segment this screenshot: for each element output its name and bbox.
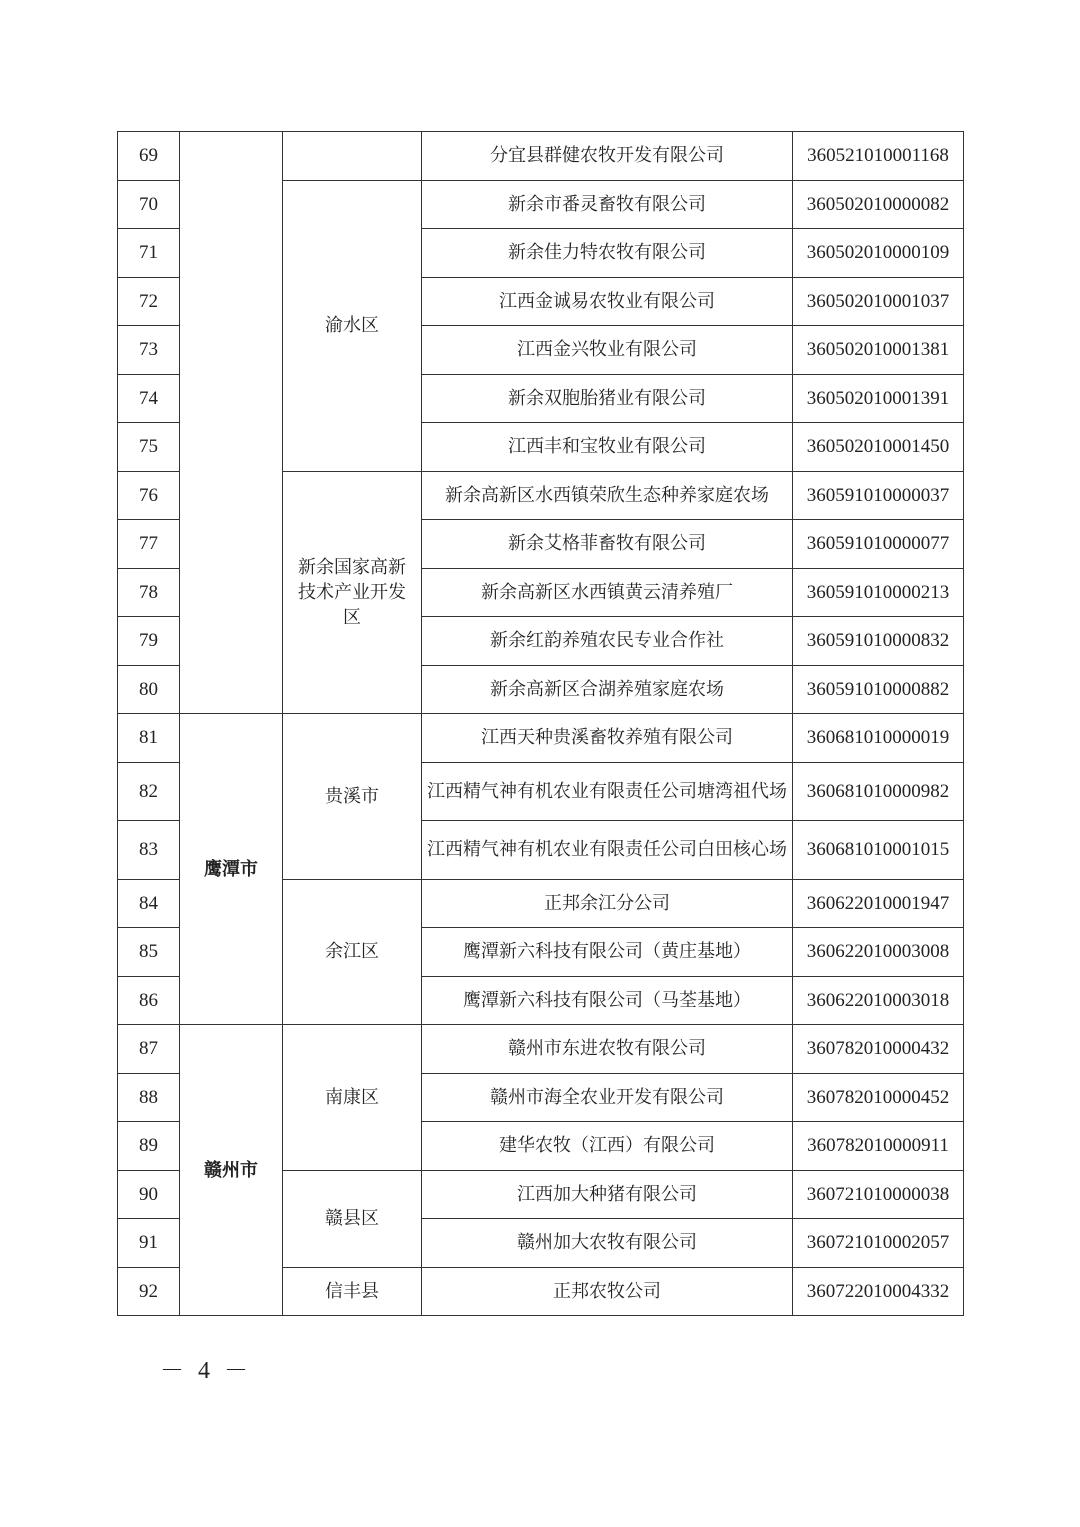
registration-code: 360721010000038	[793, 1170, 964, 1219]
registration-code: 360721010002057	[793, 1219, 964, 1268]
registration-code: 360591010000077	[793, 520, 964, 569]
company-name: 建华农牧（江西）有限公司	[422, 1122, 793, 1171]
registration-code: 360782010000911	[793, 1122, 964, 1171]
row-number: 78	[118, 568, 180, 617]
district-cell: 贵溪市	[283, 714, 422, 880]
table-row	[118, 1025, 964, 1074]
company-name: 鹰潭新六科技有限公司（马荃基地）	[422, 976, 793, 1025]
company-name: 正邦农牧公司	[422, 1267, 793, 1316]
company-name: 江西加大种猪有限公司	[422, 1170, 793, 1219]
registration-code: 360502010001037	[793, 277, 964, 326]
registration-code: 360591010000832	[793, 617, 964, 666]
company-name: 新余高新区合湖养殖家庭农场	[422, 665, 793, 714]
company-name: 江西金诚易农牧业有限公司	[422, 277, 793, 326]
city-cell: 赣州市	[180, 1025, 283, 1316]
registry-table	[117, 131, 964, 1316]
district-cell-blank	[283, 132, 422, 181]
row-number: 69	[118, 132, 180, 181]
company-name: 新余高新区水西镇荣欣生态种养家庭农场	[422, 471, 793, 520]
row-number: 80	[118, 665, 180, 714]
row-number: 76	[118, 471, 180, 520]
district-cell: 赣县区	[283, 1170, 422, 1267]
company-name: 江西金兴牧业有限公司	[422, 326, 793, 375]
company-name: 新余高新区水西镇黄云清养殖厂	[422, 568, 793, 617]
registration-code: 360502010001391	[793, 374, 964, 423]
row-number: 90	[118, 1170, 180, 1219]
row-number: 91	[118, 1219, 180, 1268]
row-number: 79	[118, 617, 180, 666]
row-number: 81	[118, 714, 180, 763]
registration-code: 360622010001947	[793, 879, 964, 928]
company-name: 新余艾格菲畜牧有限公司	[422, 520, 793, 569]
row-number: 74	[118, 374, 180, 423]
company-name: 新余市番灵畜牧有限公司	[422, 180, 793, 229]
company-name: 赣州市海全农业开发有限公司	[422, 1073, 793, 1122]
district-cell: 信丰县	[283, 1267, 422, 1316]
city-cell-blank	[180, 132, 283, 714]
district-cell: 南康区	[283, 1025, 422, 1171]
table-row	[118, 714, 964, 763]
company-name: 正邦余江分公司	[422, 879, 793, 928]
company-name: 江西丰和宝牧业有限公司	[422, 423, 793, 472]
row-number: 72	[118, 277, 180, 326]
registration-code: 360681010000982	[793, 762, 964, 821]
registration-code: 360591010000037	[793, 471, 964, 520]
registration-code: 360502010000082	[793, 180, 964, 229]
company-name: 新余双胞胎猪业有限公司	[422, 374, 793, 423]
district-cell: 新余国家高新技术产业开发区	[283, 471, 422, 714]
row-number: 88	[118, 1073, 180, 1122]
row-number: 83	[118, 821, 180, 880]
company-name: 江西精气神有机农业有限责任公司白田核心场	[422, 821, 793, 880]
company-name: 赣州加大农牧有限公司	[422, 1219, 793, 1268]
registration-code: 360591010000213	[793, 568, 964, 617]
row-number: 75	[118, 423, 180, 472]
registration-code: 360521010001168	[793, 132, 964, 181]
city-cell: 鹰潭市	[180, 714, 283, 1025]
registration-code: 360622010003018	[793, 976, 964, 1025]
row-number: 87	[118, 1025, 180, 1074]
row-number: 71	[118, 229, 180, 278]
row-number: 92	[118, 1267, 180, 1316]
district-cell: 余江区	[283, 879, 422, 1025]
row-number: 84	[118, 879, 180, 928]
row-number: 85	[118, 928, 180, 977]
district-cell: 渝水区	[283, 180, 422, 471]
registration-code: 360681010000019	[793, 714, 964, 763]
registration-code: 360591010000882	[793, 665, 964, 714]
company-name: 分宜县群健农牧开发有限公司	[422, 132, 793, 181]
row-number: 82	[118, 762, 180, 821]
company-name: 江西精气神有机农业有限责任公司塘湾祖代场	[422, 762, 793, 821]
table-row	[118, 132, 964, 181]
company-name: 新余红韵养殖农民专业合作社	[422, 617, 793, 666]
page-number: － 4 －	[160, 1358, 252, 1384]
registration-code: 360782010000452	[793, 1073, 964, 1122]
registration-code: 360502010001381	[793, 326, 964, 375]
registration-code: 360622010003008	[793, 928, 964, 977]
registration-code: 360502010000109	[793, 229, 964, 278]
row-number: 89	[118, 1122, 180, 1171]
row-number: 70	[118, 180, 180, 229]
registration-code: 360782010000432	[793, 1025, 964, 1074]
registration-code: 360722010004332	[793, 1267, 964, 1316]
row-number: 73	[118, 326, 180, 375]
company-name: 江西天种贵溪畜牧养殖有限公司	[422, 714, 793, 763]
row-number: 86	[118, 976, 180, 1025]
row-number: 77	[118, 520, 180, 569]
company-name: 赣州市东进农牧有限公司	[422, 1025, 793, 1074]
company-name: 鹰潭新六科技有限公司（黄庄基地）	[422, 928, 793, 977]
registration-code: 360502010001450	[793, 423, 964, 472]
company-name: 新余佳力特农牧有限公司	[422, 229, 793, 278]
registration-code: 360681010001015	[793, 821, 964, 880]
